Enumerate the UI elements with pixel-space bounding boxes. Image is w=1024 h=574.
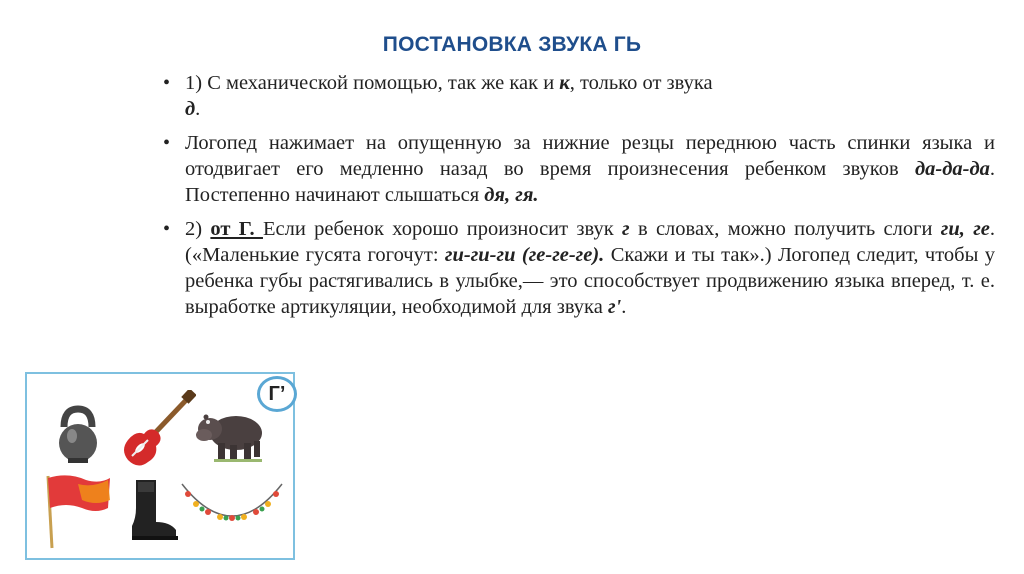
text-run: . bbox=[621, 296, 627, 318]
text-run: 2) bbox=[185, 218, 211, 240]
guitar-icon bbox=[118, 390, 196, 470]
text-emphasis: г' bbox=[607, 296, 622, 318]
bullet-list bbox=[163, 70, 995, 328]
text-emphasis: г bbox=[622, 218, 630, 240]
garland-icon bbox=[178, 478, 286, 534]
text-underlined: от Г. bbox=[210, 218, 263, 240]
flag-icon bbox=[38, 470, 118, 550]
boot-icon bbox=[124, 478, 182, 542]
bullet-item-1 bbox=[163, 70, 995, 122]
text-emphasis: ги, ге bbox=[940, 218, 990, 240]
text-run: . («Маленькие гусята гогочут: bbox=[185, 218, 996, 266]
kettlebell-icon bbox=[48, 405, 108, 465]
text-emphasis: да-да-да bbox=[914, 158, 990, 180]
text-run: Если ребенок хорошо произносит звук bbox=[262, 218, 623, 240]
text-run: , только от звука bbox=[569, 72, 713, 94]
hippo-icon bbox=[196, 405, 264, 465]
text-run: в словах, можно получить слоги bbox=[629, 218, 941, 240]
sound-badge: Г’ bbox=[257, 376, 297, 412]
text-emphasis: дя, гя. bbox=[484, 184, 539, 206]
text-emphasis: ги-ги-ги (ге-ге-ге). bbox=[444, 244, 605, 266]
text-emphasis: к bbox=[559, 72, 570, 94]
bullet-dot: • bbox=[163, 132, 171, 154]
text-run: . Постепенно начинают слышаться bbox=[185, 158, 995, 206]
text-run: Скажи и ты так».) Логопед следит, чтобы у ребенка губы растягивались в улыбке,— это способствует продвижению языка вперед, т. е. выработке артикуляции, необходимой для звука bbox=[185, 244, 995, 318]
bullet-item-3 bbox=[163, 216, 995, 320]
text-run: Логопед нажимает на опущенную за нижние резцы переднюю часть спинки языка и отодвигает его медленно назад во время произнесения ребенком звуков bbox=[185, 132, 995, 180]
text-run: . bbox=[195, 98, 201, 120]
text-run: 1) С механической помощью, так же как и bbox=[185, 72, 560, 94]
page-title: ПОСТАНОВКА ЗВУКА ГЬ bbox=[382, 33, 642, 56]
text-emphasis: д bbox=[185, 98, 196, 120]
bullet-dot: • bbox=[163, 218, 171, 240]
bullet-dot: • bbox=[163, 72, 171, 94]
bullet-item-2 bbox=[163, 130, 995, 208]
